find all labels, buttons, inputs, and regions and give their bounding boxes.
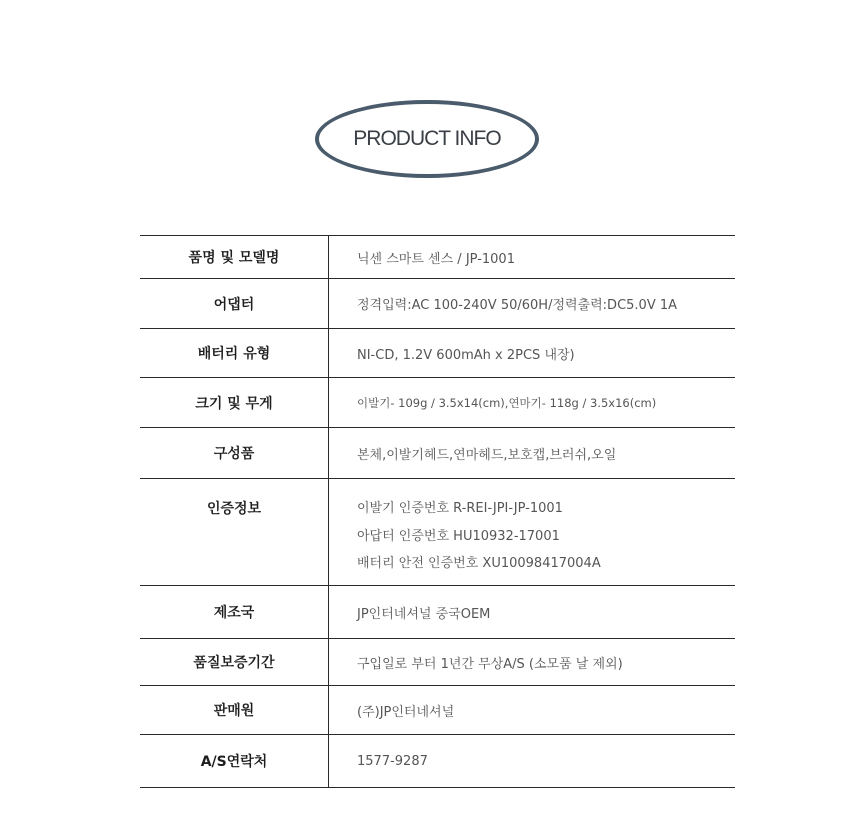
spec-row-certification (140, 479, 735, 586)
spec-value-components: 본체,이발기헤드,연마헤드,보호캡,브러쉬,오일 (357, 447, 617, 463)
spec-value-size-weight: 이발기- 109g / 3.5x14(cm),연마기- 118g / 3.5x16(cm) (357, 395, 657, 410)
spec-label-warranty: 품질보증기간 (140, 639, 329, 686)
page-title: PRODUCT INFO (353, 127, 501, 150)
spec-value-adapter: 정격입력:AC 100-240V 50/60H/정력출력:DC5.0V 1A (357, 298, 678, 313)
spec-label-as-contact: A/S연락처 (140, 735, 329, 788)
spec-row-components (140, 428, 735, 479)
cert-line-battery: 배터리 안전 인증번호 XU10098417004A (357, 556, 601, 571)
product-spec-table (140, 235, 735, 788)
spec-label-size-weight: 크기 및 무게 (140, 378, 329, 428)
cert-line-clipper: 이발기 인증번호 R-REI-JPI-JP-1001 (357, 501, 563, 516)
spec-row-product-name (140, 236, 735, 279)
spec-row-battery (140, 329, 735, 378)
spec-label-battery: 배터리 유형 (140, 329, 329, 378)
spec-label-components: 구성품 (140, 428, 329, 479)
spec-label-manufacturer: 제조국 (140, 586, 329, 639)
spec-label-adapter: 어댑터 (140, 279, 329, 329)
spec-value-seller: (주)JP인터네셔널 (357, 704, 455, 720)
spec-value-manufacturer: JP인터네셔널 중국OEM (357, 606, 491, 622)
spec-row-manufacturer (140, 586, 735, 639)
spec-value-battery: NI-CD, 1.2V 600mAh x 2PCS 내장) (357, 347, 575, 363)
spec-row-seller (140, 686, 735, 735)
spec-row-as-contact (140, 735, 735, 788)
spec-value-warranty: 구입일로 부터 1년간 무상A/S (소모품 날 제외) (357, 656, 623, 672)
spec-row-adapter (140, 279, 735, 329)
spec-label-certification: 인증정보 (140, 479, 329, 586)
product-info-badge (315, 100, 539, 178)
spec-value-certification (329, 479, 736, 586)
cert-line-adapter: 아답터 인증번호 HU10932-17001 (357, 528, 560, 544)
spec-value-product-name: 닉센 스마트 센스 / JP-1001 (357, 251, 515, 267)
spec-label-seller: 판매원 (140, 686, 329, 735)
spec-row-warranty (140, 639, 735, 686)
spec-value-as-contact: 1577-9287 (357, 753, 428, 769)
spec-label-product-name: 품명 및 모델명 (140, 236, 329, 279)
spec-row-size-weight (140, 378, 735, 428)
